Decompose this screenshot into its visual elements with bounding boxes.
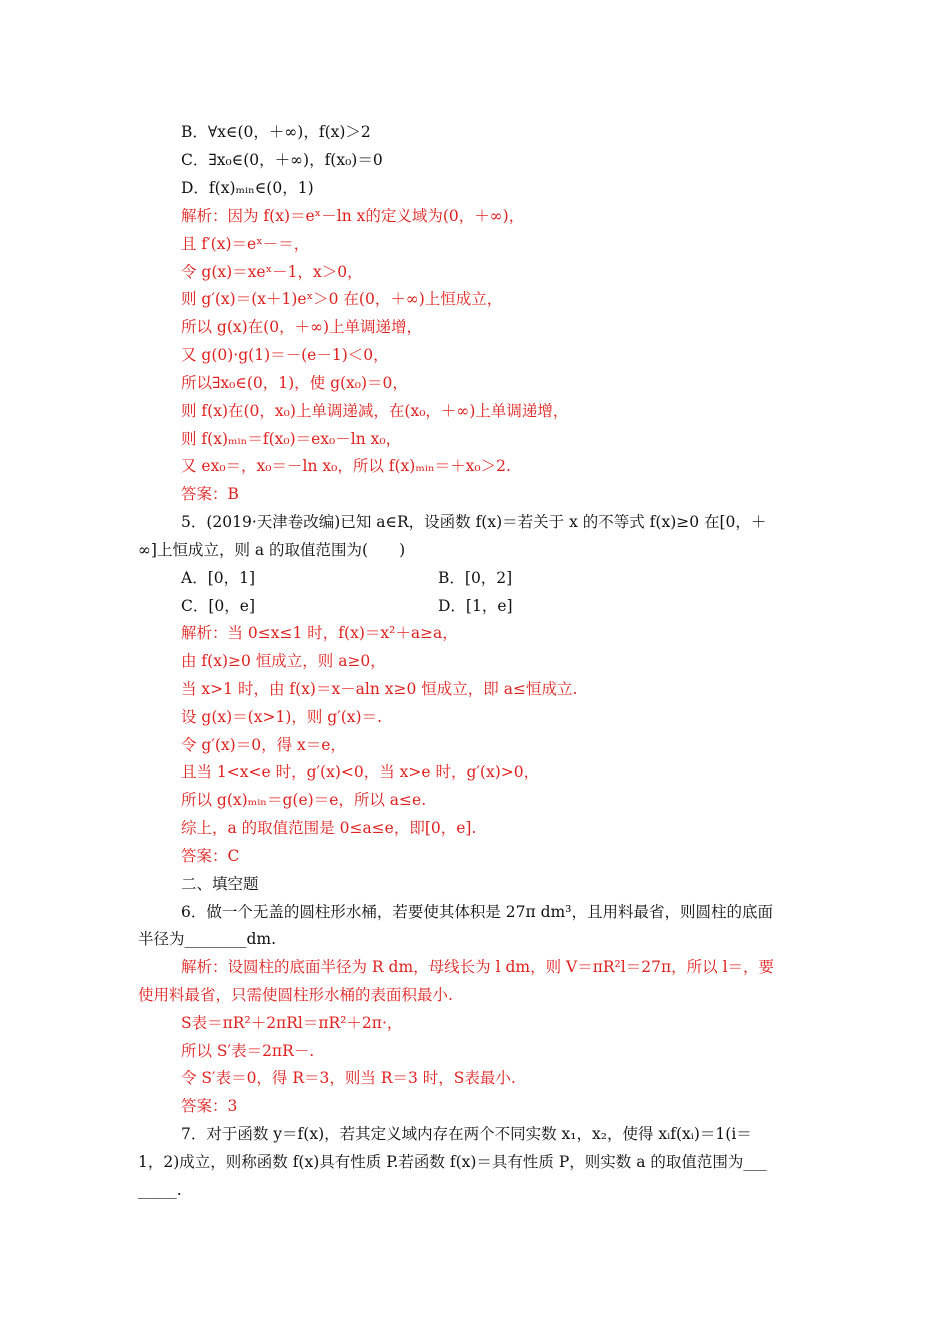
solution-line: 令 S′表＝0，得 R＝3，则当 R＝3 时，S表最小.	[181, 1069, 516, 1087]
solution-line: 且当 1<x<e 时，g′(x)<0，当 x>e 时，g′(x)>0，	[181, 763, 540, 781]
option-a: A．[0，1]	[181, 569, 256, 587]
solution-line: 令 g′(x)＝0，得 x＝e，	[181, 736, 346, 754]
option-b: B．∀x∈(0，＋∞)，f(x)＞2	[181, 123, 371, 141]
answer-label: 答案：C	[181, 847, 240, 865]
solution-line: 解析：当 0≤x≤1 时，f(x)＝x²＋a≥a，	[181, 624, 458, 642]
solution-line: 则 f(x)ₘᵢₙ＝f(x₀)＝ex₀－ln x₀，	[181, 430, 402, 448]
question-5: 5．(2019·天津卷改编)已知 a∈R，设函数 f(x)＝若关于 x 的不等式 f(x)≥0 在[0，＋	[181, 513, 767, 531]
solution-line: 解析：因为 f(x)＝eˣ－ln x的定义域为(0，＋∞)，	[181, 207, 525, 225]
solution-line: 设 g(x)＝(x>1)，则 g′(x)＝.	[181, 708, 383, 726]
solution-line: 则 g′(x)＝(x＋1)eˣ＞0 在(0，＋∞)上恒成立，	[181, 290, 503, 308]
question-7-cont: 1，2)成立，则称函数 f(x)具有性质 P.若函数 f(x)＝具有性质 P，则实数 a 的取值范围为___	[138, 1153, 767, 1171]
option-d: D．f(x)ₘᵢₙ∈(0，1)	[181, 179, 314, 197]
question-7-blank: _____.	[138, 1181, 182, 1199]
solution-line: 所以∃x₀∈(0，1)，使 g(x₀)＝0，	[181, 374, 408, 392]
solution-line: 所以 g(x)在(0，＋∞)上单调递增，	[181, 318, 423, 336]
solution-line: 所以 S′表＝2πR－.	[181, 1042, 315, 1060]
solution-line: 令 g(x)＝xeˣ－1，x＞0，	[181, 263, 363, 281]
answer-label: 答案：B	[181, 485, 239, 503]
solution-line: 由 f(x)≥0 恒成立，则 a≥0，	[181, 652, 386, 670]
solution-line: 又 ex₀＝，x₀＝－ln x₀，所以 f(x)ₘᵢₙ＝＋x₀＞2.	[181, 457, 511, 475]
question-6: 6．做一个无盖的圆柱形水桶，若要使其体积是 27π dm³，且用料最省，则圆柱的底面	[181, 903, 773, 921]
solution-line: S表＝πR²＋2πRl＝πR²＋2π·，	[181, 1014, 403, 1032]
solution-line: 又 g(0)·g(1)＝－(e－1)＜0，	[181, 346, 389, 364]
option-c: C．[0，e]	[181, 597, 255, 615]
solution-line: 解析：设圆柱的底面半径为 R dm，母线长为 l dm，则 V＝πR²l＝27π，所以 l＝，要	[181, 958, 775, 976]
solution-line: 则 f(x)在(0，x₀)上单调递减，在(x₀，＋∞)上单调递增，	[181, 402, 569, 420]
option-d: D．[1，e]	[438, 597, 513, 615]
solution-line: 使用料最省，只需使圆柱形水桶的表面积最小.	[138, 986, 453, 1004]
option-c: C．∃x₀∈(0，＋∞)，f(x₀)＝0	[181, 151, 383, 169]
question-6-cont: 半径为________dm.	[138, 930, 277, 948]
solution-line: 所以 g(x)ₘᵢₙ＝g(e)＝e，所以 a≤e.	[181, 791, 427, 809]
solution-line: 当 x>1 时，由 f(x)＝x－aln x≥0 恒成立，即 a≤恒成立.	[181, 680, 578, 698]
question-7: 7．对于函数 y＝f(x)，若其定义域内存在两个不同实数 x₁，x₂，使得 xᵢf(xᵢ)＝1(i＝	[181, 1125, 752, 1143]
question-5-cont: ∞]上恒成立，则 a 的取值范围为( )	[138, 541, 406, 559]
solution-line: 综上，a 的取值范围是 0≤a≤e，即[0，e].	[181, 819, 477, 837]
option-b: B．[0，2]	[438, 569, 513, 587]
answer-label: 答案：3	[181, 1097, 238, 1115]
section-heading: 二、填空题	[181, 875, 259, 893]
solution-line: 且 f′(x)＝eˣ－＝，	[181, 235, 310, 253]
